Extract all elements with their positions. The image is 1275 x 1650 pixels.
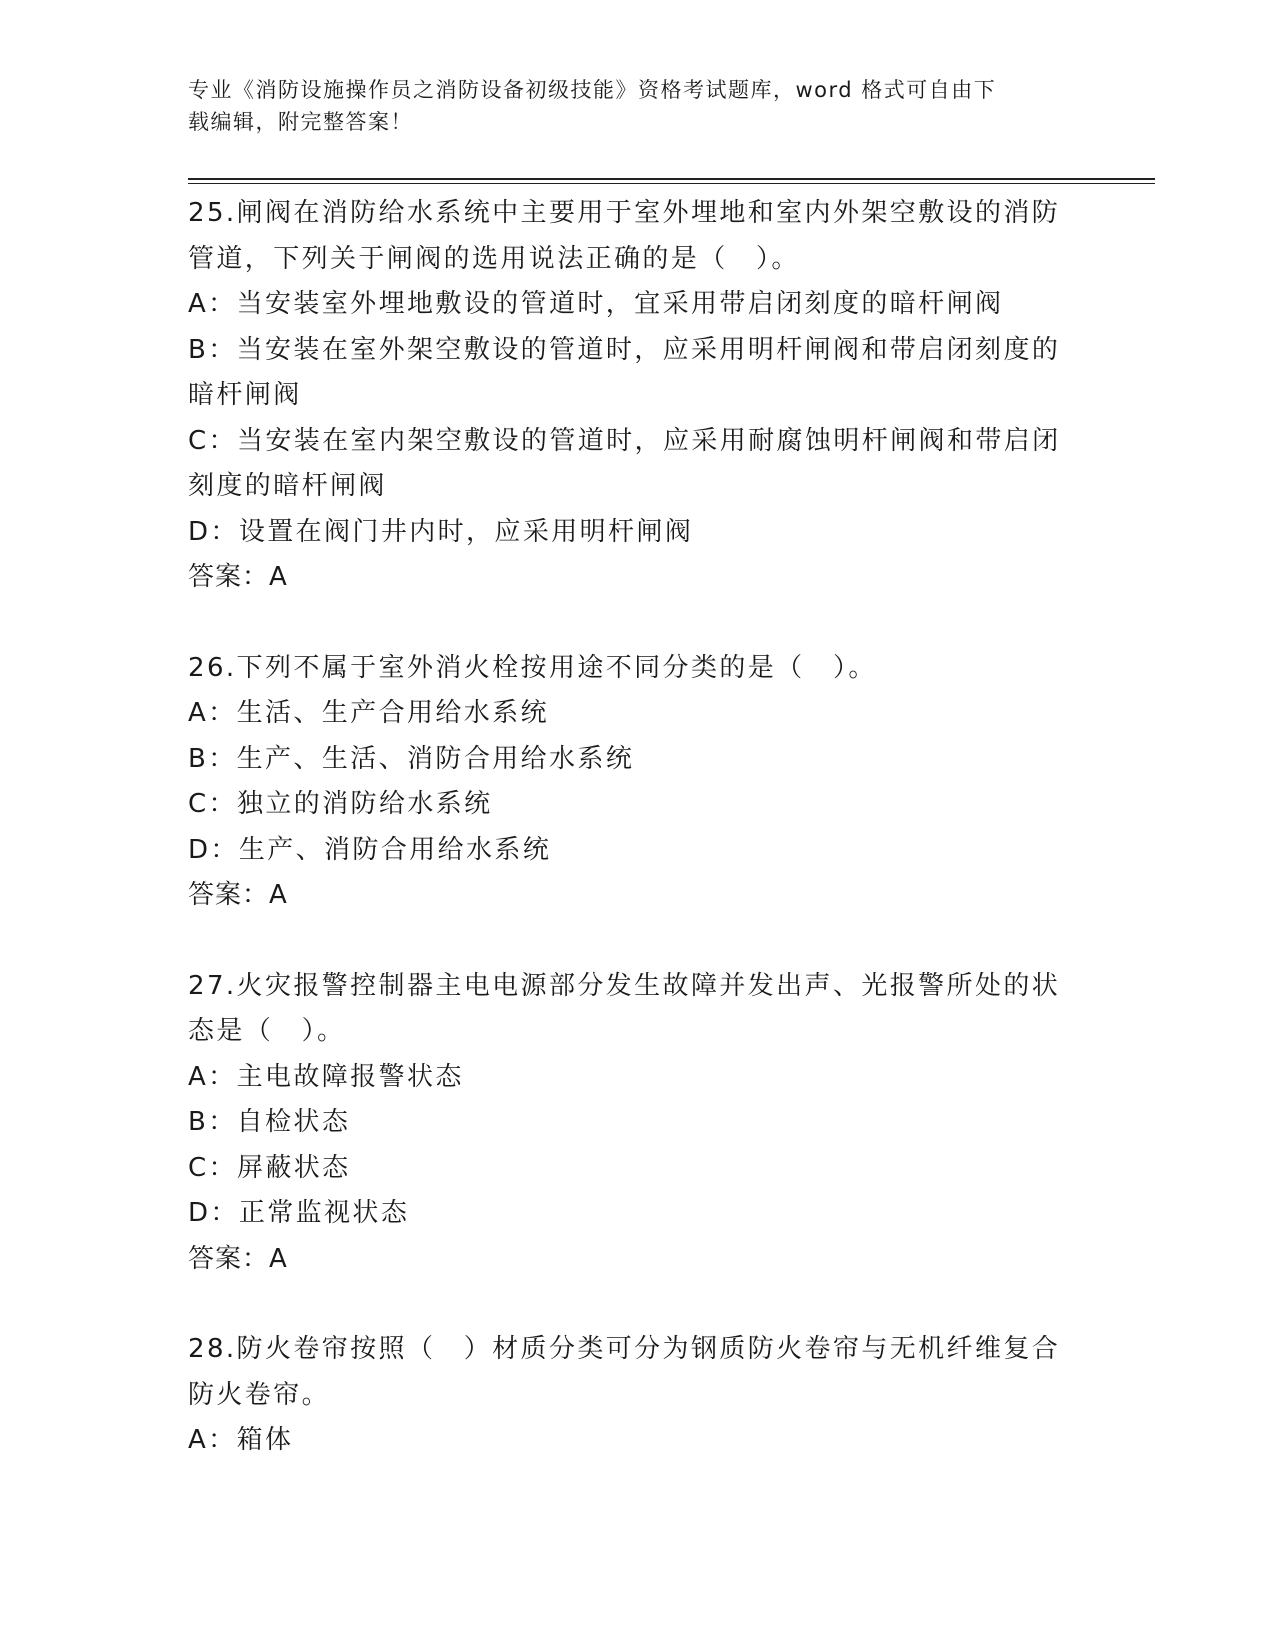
question-stem: 28.防火卷帘按照（ ）材质分类可分为钢质防火卷帘与无机纤维复合: [188, 1334, 1061, 1364]
option-a: A：主电故障报警状态: [188, 1061, 464, 1092]
spacer: [188, 1282, 1088, 1327]
answer: 答案：A: [188, 1243, 288, 1274]
option-b-continued: 暗杆闸阀: [188, 380, 302, 410]
option-d: D：设置在阀门井内时，应采用明杆闸阀: [188, 516, 694, 547]
option-a: A：生活、生产合用给水系统: [188, 698, 549, 728]
option-a: A：箱体: [188, 1425, 294, 1455]
spacer: [188, 919, 1088, 964]
header-line-2: 载编辑，附完整答案！: [188, 110, 413, 134]
question-stem: 防火卷帘。: [188, 1379, 331, 1410]
question-28: [188, 1327, 1088, 1464]
question-list: [188, 191, 1088, 1464]
answer: 答案：A: [188, 880, 288, 910]
option-c: C：屏蔽状态: [188, 1152, 351, 1183]
question-26: [188, 646, 1088, 919]
option-a: A：当安装室外埋地敷设的管道时，宜采用带启闭刻度的暗杆闸阀: [188, 289, 1004, 319]
option-d: D：正常监视状态: [188, 1198, 410, 1228]
question-27: [188, 964, 1088, 1283]
question-25: [188, 191, 1088, 601]
answer: 答案：A: [188, 562, 288, 592]
option-c: C：当安装在室内架空敷设的管道时，应采用耐腐蚀明杆闸阀和带启闭: [188, 425, 1061, 456]
header-divider-thin: [188, 183, 1155, 184]
header-divider-thick: [188, 178, 1155, 180]
document-header: [188, 74, 1088, 138]
option-b: B：当安装在室外架空敷设的管道时，应采用明杆闸阀和带启闭刻度的: [188, 334, 1061, 365]
question-stem: 25.闸阀在消防给水系统中主要用于室外埋地和室内外架空敷设的消防: [188, 198, 1061, 228]
option-c-continued: 刻度的暗杆闸阀: [188, 471, 387, 501]
header-line-1: 专业《消防设施操作员之消防设备初级技能》资格考试题库，word 格式可自由下: [188, 78, 997, 102]
option-b: B：生产、生活、消防合用给水系统: [188, 743, 635, 774]
question-stem: 管道，下列关于闸阀的选用说法正确的是（ ）。: [188, 243, 800, 274]
option-d: D：生产、消防合用给水系统: [188, 834, 552, 865]
option-b: B：自检状态: [188, 1107, 351, 1137]
question-stem: 27.火灾报警控制器主电电源部分发生故障并发出声、光报警所处的状: [188, 970, 1061, 1001]
option-c: C：独立的消防给水系统: [188, 789, 493, 819]
question-stem: 26.下列不属于室外消火栓按用途不同分类的是（ ）。: [188, 652, 877, 683]
spacer: [188, 601, 1088, 646]
question-stem: 态是（ ）。: [188, 1016, 346, 1046]
